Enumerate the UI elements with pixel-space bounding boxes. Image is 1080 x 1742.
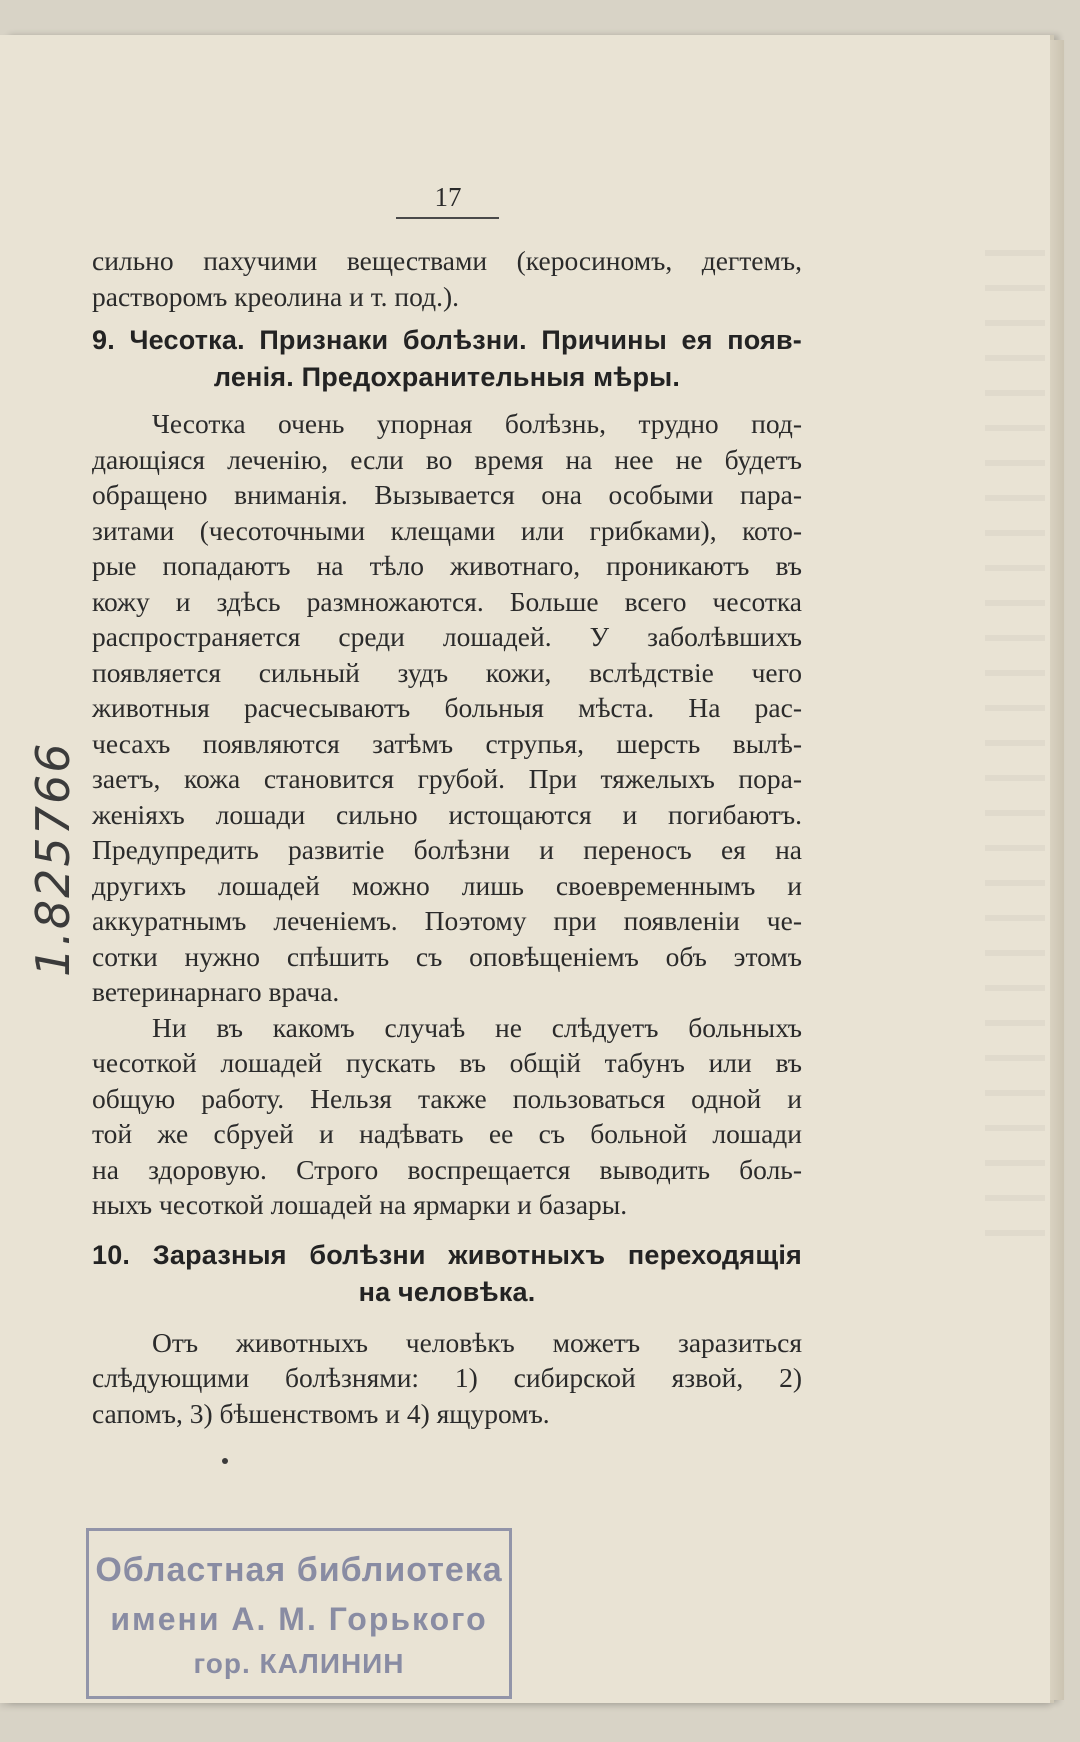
text-line: Предупредить развитіе болѣзни и переносъ ея на — [92, 834, 802, 865]
text-line: сапомъ, 3) бѣшенствомъ и 4) ящуромъ. — [92, 1397, 550, 1429]
text-line: сильно пахучими веществами (керосиномъ, дегтемъ, — [92, 245, 802, 276]
stamp-line: Областная библиотека — [95, 1551, 503, 1589]
text-line: на здоровую. Строго воспрещается выводить боль- — [92, 1153, 802, 1185]
text-line: общую работу. Нельзя также пользоваться одной и — [92, 1082, 802, 1114]
handwritten-note-text: 1.825766 — [26, 741, 80, 977]
text-line: ветеринарнаго врача. — [92, 976, 340, 1007]
text-line: заетъ, кожа становится грубой. При тяжелыхъ пора- — [92, 763, 802, 794]
text-line: чесахъ появляются затѣмъ струпья, шерсть вылѣ- — [92, 727, 802, 759]
section-9-paragraph-1 — [92, 406, 802, 1010]
heading-line: 9. Чесотка. Признаки болѣзни. Причины ея появ- — [92, 325, 802, 355]
text-line: чесоткой лошадей пускать въ общій табунъ или въ — [92, 1047, 802, 1078]
text-line: ныхъ чесоткой лошадей на ярмарки и базары. — [92, 1189, 628, 1220]
heading-line: ленія. Предохранительныя мѣры. — [213, 362, 681, 392]
heading-line: на человѣка. — [358, 1276, 536, 1307]
library-stamp — [86, 1528, 512, 1699]
section-10-paragraph-1 — [92, 1325, 802, 1432]
text-line: животныя расчесываютъ больныя мѣста. На рас- — [92, 692, 802, 723]
text-line: рые попадаютъ на тѣло животнаго, проникаютъ въ — [92, 550, 802, 581]
text-line: Отъ животныхъ человѣкъ можетъ заразиться — [152, 1326, 802, 1358]
heading-line: 10. Заразныя болѣзни животныхъ переходящія — [92, 1239, 802, 1270]
text-line: обращено вниманія. Вызывается она особыми пара- — [92, 479, 802, 510]
page-number: 17 — [434, 182, 462, 212]
stamp-line: гор. КАЛИНИН — [193, 1648, 405, 1679]
text-line: зитами (чесоточными клещами или грибками), кото- — [92, 514, 802, 546]
text-line: аккуратнымъ леченіемъ. Поэтому при появленіи че- — [92, 905, 802, 936]
section-9-heading — [92, 322, 802, 396]
text-line: кожу и здѣсь размножаются. Больше всего чесотка — [92, 585, 802, 617]
text-line: женіяхъ лошади сильно истощаются и погибаютъ. — [92, 798, 802, 830]
text-line: другихъ лошадей можно лишь своевременнымъ и — [92, 869, 802, 901]
continuation-paragraph — [92, 243, 802, 314]
text-line: Ни въ какомъ случаѣ не слѣдуетъ больныхъ — [152, 1011, 802, 1043]
text-line: Чесотка очень упорная болѣзнь, трудно под- — [152, 408, 802, 439]
text-line: слѣдующими болѣзнями: 1) сибирской язвой, 2) — [92, 1362, 802, 1393]
stamp-line: имени А. М. Горького — [110, 1601, 488, 1637]
handwritten-inventory-number — [18, 700, 88, 977]
ink-dot — [222, 1458, 228, 1464]
section-10-heading — [92, 1237, 802, 1311]
text-line: распространяется среди лошадей. У заболѣвшихъ — [92, 621, 802, 652]
text-line: той же сбруей и надѣвать ее съ больной лошади — [92, 1118, 802, 1149]
text-line: появляется сильный зудъ кожи, вслѣдствіе чего — [92, 656, 802, 688]
text-line: растворомъ креолина и т. под.). — [92, 280, 460, 312]
section-9-paragraph-2 — [92, 1010, 802, 1223]
page-number-rule — [396, 217, 499, 219]
text-line: дающіяся леченію, если во время на нее не будетъ — [92, 443, 802, 475]
show-through — [985, 250, 1045, 1250]
page-edge — [1050, 40, 1064, 1700]
text-line: сотки нужно спѣшить съ оповѣщеніемъ объ этомъ — [92, 940, 802, 972]
page-body — [92, 243, 802, 1431]
